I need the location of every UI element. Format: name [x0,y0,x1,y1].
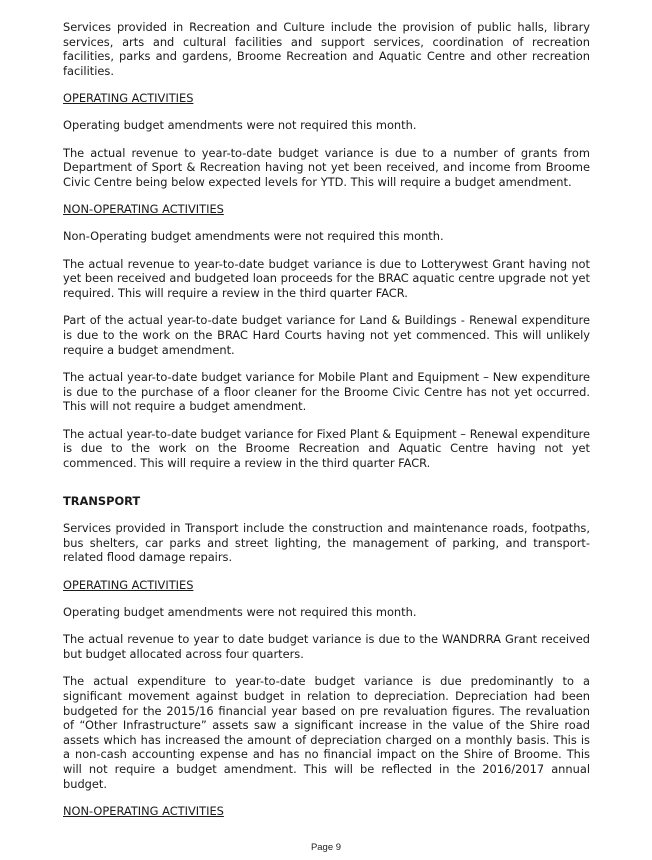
recreation-operating-heading: OPERATING ACTIVITIES [63,91,194,106]
transport-operating-paragraph-1: Operating budget amendments were not required this month. [63,604,417,619]
recreation-non-operating-paragraph-1: Non-Operating budget amendments were not required this month. [63,228,444,243]
page-number: Page 9 [310,842,342,853]
transport-intro-paragraph: Services provided in Transport include the construction and maintenance roads, footpaths, bus shelters, car parks and street lighting, the management of parking, and transport-related flood damage repairs. [63,521,590,565]
transport-heading: TRANSPORT [63,493,141,508]
recreation-intro-paragraph: Services provided in Recreation and Culture include the provision of public halls, library services, arts and cultural facilities and support services, coordination of recreation facilities, parks and gardens, Broome Recreation and Aquatic Centre and other recreation facilities. [63,20,590,78]
document-body [63,20,590,831]
recreation-non-operating-paragraph-3: Part of the actual year-to-date budget variance for Land & Buildings - Renewal expenditure is due to the work on the BRAC Hard Courts having not yet commenced. This will unlikely require a budget amendment. [63,313,590,357]
recreation-non-operating-paragraph-2: The actual revenue to year-to-date budget variance is due to Lotterywest Grant having not yet been received and budgeted loan proceeds for the BRAC aquatic centre upgrade not yet required. This will require a review in the third quarter FACR. [63,256,591,300]
transport-non-operating-heading: NON-OPERATING ACTIVITIES [63,804,224,819]
recreation-operating-paragraph-2: The actual revenue to year-to-date budget variance is due to a number of grants from Department of Sport & Recreation having not yet been received, and income from Broome Civic Centre being below expected levels for YTD. This will require a budget amendment. [63,145,590,189]
section-spacer [63,484,590,490]
transport-operating-paragraph-3: The actual expenditure to year-to-date budget variance is due predominantly to a significant movement against budget in relation to depreciation. Depreciation had been budgeted for the 2015/16 financial year based on pre revaluation figures. The revaluation of “Other Infrastructure” assets saw a significant increase in the value of the Shire road assets which has increased the amount of depreciation charged on a monthly basis. This is a non-cash accounting expense and has no financial impact on the Shire of Broome. This will not require a budget amendment. This will be reflected in the 2016/2017 annual budget. [63,674,590,791]
recreation-non-operating-heading: NON-OPERATING ACTIVITIES [63,202,224,217]
transport-operating-heading: OPERATING ACTIVITIES [63,578,194,593]
recreation-non-operating-paragraph-5: The actual year-to-date budget variance for Fixed Plant & Equipment – Renewal expenditure is due to the work on the Broome Recreation and Aquatic Centre having not yet commenced. This will require a review in the third quarter FACR. [63,426,590,471]
recreation-non-operating-paragraph-4: The actual year-to-date budget variance for Mobile Plant and Equipment – New expenditure is due to the purchase of a floor cleaner for the Broome Civic Centre has not yet occurred. This will not require a budget amendment. [63,370,590,414]
recreation-operating-paragraph-1: Operating budget amendments were not required this month. [63,117,417,132]
transport-operating-paragraph-2: The actual revenue to year to date budget variance is due to the WANDRRA Grant received but budget allocated across four quarters. [63,632,590,661]
